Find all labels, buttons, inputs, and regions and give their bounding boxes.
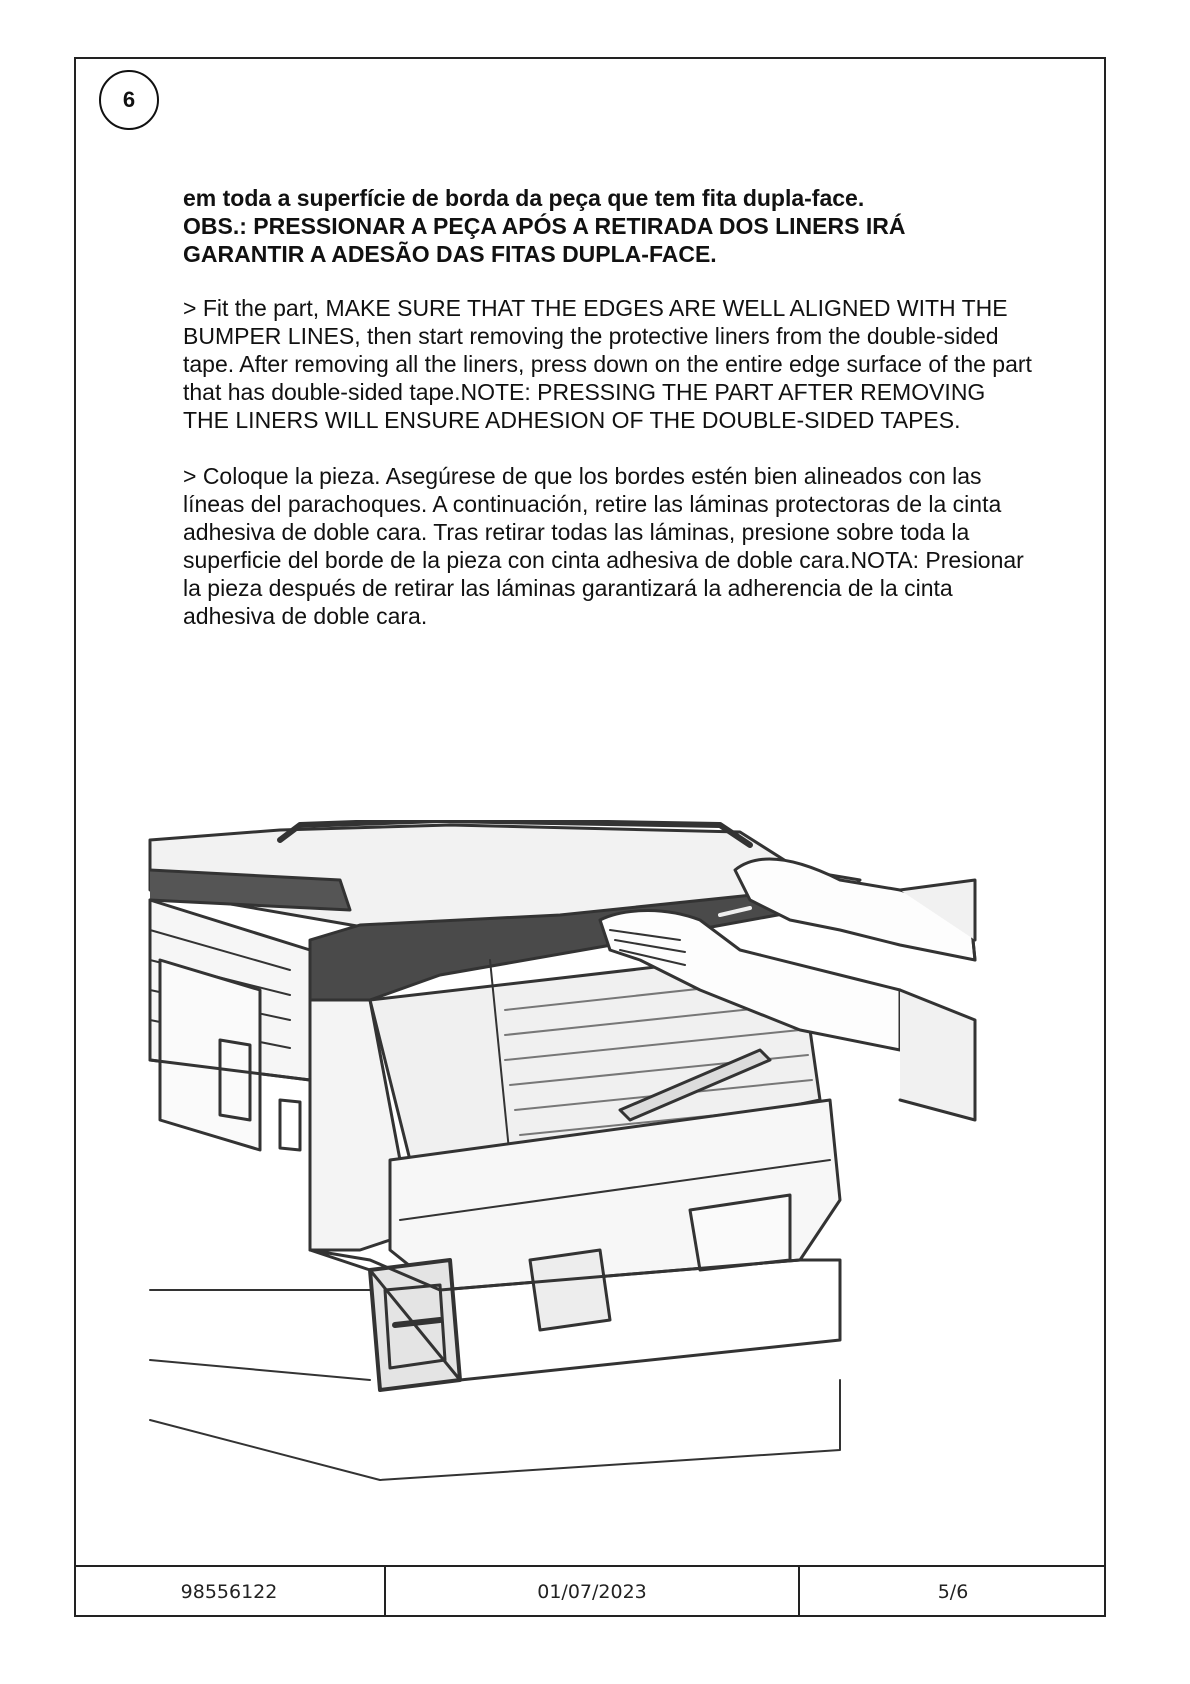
document-footer	[74, 1565, 1106, 1617]
portuguese-instructions	[183, 184, 1083, 268]
document-number: 98556122	[180, 1581, 278, 1603]
footer-date	[386, 1567, 800, 1617]
step-number: 6	[122, 87, 136, 112]
footer-document-number	[74, 1567, 386, 1617]
es-line: la pieza después de retirar las láminas garantizará la adherencia de la cinta	[183, 575, 953, 601]
en-line: THE LINERS WILL ENSURE ADHESION OF THE DOUBLE-SIDED TAPES.	[183, 407, 961, 433]
en-line: tape. After removing all the liners, press down on the entire edge surface of the part	[183, 351, 1032, 377]
footer-page	[800, 1567, 1106, 1617]
page-number: 5/6	[937, 1581, 969, 1603]
es-line: adhesiva de doble cara.	[183, 603, 428, 629]
en-line: that has double-sided tape.NOTE: PRESSING THE PART AFTER REMOVING	[183, 379, 986, 405]
english-instructions	[183, 294, 1083, 434]
document-date: 01/07/2023	[537, 1581, 647, 1603]
es-line: adhesiva de doble cara. Tras retirar todas las láminas, presione sobre toda la	[183, 519, 970, 545]
es-line: > Coloque la pieza. Asegúrese de que los bordes estén bien alineados con las	[183, 463, 982, 489]
en-line: BUMPER LINES, then start removing the protective liners from the double-sided	[183, 323, 999, 349]
es-line: líneas del parachoques. A continuación, retire las láminas protectoras de la cinta	[183, 491, 1002, 517]
pt-line: GARANTIR A ADESÃO DAS FITAS DUPLA-FACE.	[183, 241, 717, 267]
step-number-badge	[99, 70, 159, 130]
pt-line: OBS.: PRESSIONAR A PEÇA APÓS A RETIRADA DOS LINERS IRÁ	[183, 213, 906, 239]
es-line: superficie del borde de la pieza con cinta adhesiva de doble cara.NOTA: Presionar	[183, 547, 1024, 573]
spanish-instructions	[183, 462, 1083, 630]
vehicle-rear-spoiler-installation-illustration	[140, 820, 1065, 1500]
en-line: > Fit the part, MAKE SURE THAT THE EDGES ARE WELL ALIGNED WITH THE	[183, 295, 1008, 321]
pt-line: em toda a superfície de borda da peça que tem fita dupla-face.	[183, 185, 865, 211]
